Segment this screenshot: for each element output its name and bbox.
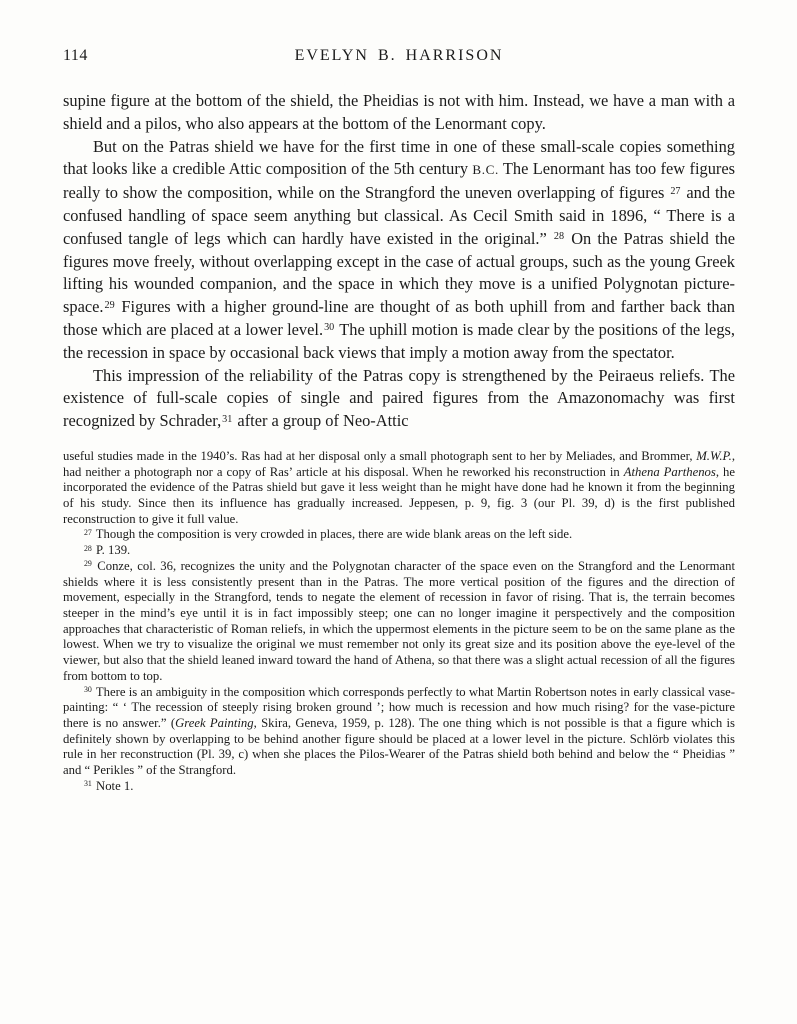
footnote-28 bbox=[63, 543, 735, 559]
text-run: This impression of the reliability of the Patras copy is strengthened by the Peiraeus reliefs. The existence of full-scale copies of single and paired figures from the Amazonomachy was first recognized by Schrader, bbox=[63, 365, 735, 431]
footnote-ref: 30 bbox=[324, 322, 335, 334]
text-run: , Skira, Geneva, 1959, p. 128). The one thing which is not possible is that a figure which is definitely shown by overlapping to be behind another figure should be placed at a lower level in the picture. Schlörb violates this rule in her reconstruction (Pl. 39, c) when she places the Pilos-Wearer of the Patras shield both behind and below the “ Pheidias ” and “ Perikles ” of the Strangford. bbox=[63, 715, 735, 778]
text-run: P. 139. bbox=[92, 543, 131, 558]
footnote-ref: 29 bbox=[104, 299, 115, 311]
text-run: and the confused handling of space seem anything but classical. As Cecil Smith said in 1896, “ There is a confused tangle of legs which can hardly have existed in the original.” bbox=[63, 183, 735, 248]
small-caps-text: B.C. bbox=[472, 162, 499, 178]
body-paragraph-3 bbox=[63, 365, 735, 433]
body-paragraph-1 bbox=[63, 90, 735, 136]
page-header bbox=[63, 46, 735, 66]
text-run: On the Patras shield the figures move freely, without overlapping except in the case of actual groups, such as the young Greek lifting his wounded companion, and the space in which they move is a unified Polygnotan picture-space. bbox=[63, 228, 735, 317]
footnote-31 bbox=[63, 779, 735, 795]
footnote-ref: 29 bbox=[84, 559, 92, 569]
running-head-author: EVELYN B. HARRISON bbox=[294, 47, 504, 64]
footnote-ref: 27 bbox=[84, 527, 92, 537]
text-run: Figures with a higher ground-line are thought of as both uphill from and farther back than those which are placed at a lower level. bbox=[63, 297, 735, 339]
footnote-ref: 31 bbox=[84, 779, 92, 789]
text-run: The Lenormant has too few figures really to show the composition, while on the Strangford the uneven overlapping of figures bbox=[63, 159, 736, 203]
italic-text: Athena Parthenos bbox=[623, 464, 716, 479]
text-run: But on the Patras shield we have for the first time in one of these small-scale copies something that looks like a credible Attic composition of the 5th century bbox=[63, 136, 735, 179]
text-run: useful studies made in the 1940’s. Ras had at her disposal only a small photograph sent to her by Meliades, and Brommer, bbox=[63, 448, 697, 463]
footnote-ref: 30 bbox=[84, 684, 92, 694]
footnote-ref: 28 bbox=[84, 543, 92, 553]
footnote-continuation bbox=[63, 449, 735, 528]
text-run: The uphill motion is made clear by the positions of the legs, the recession in space by occasional back views that imply a motion away from the spectator. bbox=[63, 319, 735, 362]
text-run: , had neither a photograph nor a copy of Ras’ article at his disposal. When he reworked his reconstruction in bbox=[63, 448, 735, 479]
text-run: , he incorporated the evidence of the Patras shield but gave it less weight than he might have done had he known it from the beginning of his study. Since then its influence has gradually increased. Jeppesen, p. 9, fig. 3 (our Pl. 39, d) is the first published reconstruction to give it full value. bbox=[63, 464, 735, 526]
italic-text: M.W.P. bbox=[696, 448, 732, 463]
article-body bbox=[63, 90, 735, 433]
italic-text: Greek Painting bbox=[175, 715, 254, 730]
body-paragraph-2 bbox=[63, 136, 735, 365]
footnote-29 bbox=[63, 559, 735, 685]
footnote-27 bbox=[63, 527, 735, 543]
footnote-ref: 27 bbox=[670, 185, 681, 197]
text-run: Note 1. bbox=[92, 778, 134, 793]
text-run: after a group of Neo-Attic bbox=[233, 411, 409, 431]
page-number: 114 bbox=[63, 47, 88, 64]
footnote-30 bbox=[63, 685, 735, 779]
footnote-ref: 31 bbox=[222, 413, 233, 425]
text-run: supine figure at the bottom of the shield, the Pheidias is not with him. Instead, we have a man with a shield and a pilos, who also appears at the bottom of the Lenormant copy. bbox=[63, 91, 735, 133]
text-run: Though the composition is very crowded in places, there are wide blank areas on the left side. bbox=[92, 527, 573, 542]
footnotes-section bbox=[63, 449, 735, 794]
footnote-ref: 28 bbox=[553, 231, 565, 243]
text-run: Conze, col. 36, recognizes the unity and the Polygnotan character of the space even on the Strangford and the Lenormant shields where it is less consistently present than in the Patras. The more vertical position of the figures and the direction of movement, especially in the Strangford, tends to negate the element of recession in favor of rising. That is, the terrain becomes steeper in the mind’s eye until it is in fact impossibly steep; one can no longer imagine it perspectively and the composition approaches that characteristic of Roman reliefs, in which the uppermost elements in the picture seem to be on the same plane as the lowest. When we try to visualize the original we must remember not only its great size and its position above the eye-level of the viewer, but also that the shield leaned inward toward the hand of Athena, so that there was a slight actual recession of all the figures from bottom to top. bbox=[63, 558, 735, 683]
text-run: There is an ambiguity in the composition which corresponds perfectly to what Martin Robertson notes in early classical vase-painting: “ ‘ The recession of steeply rising broken ground ’; how much is recession and how much rising? for the vase-picture there is no answer.” ( bbox=[63, 684, 735, 730]
